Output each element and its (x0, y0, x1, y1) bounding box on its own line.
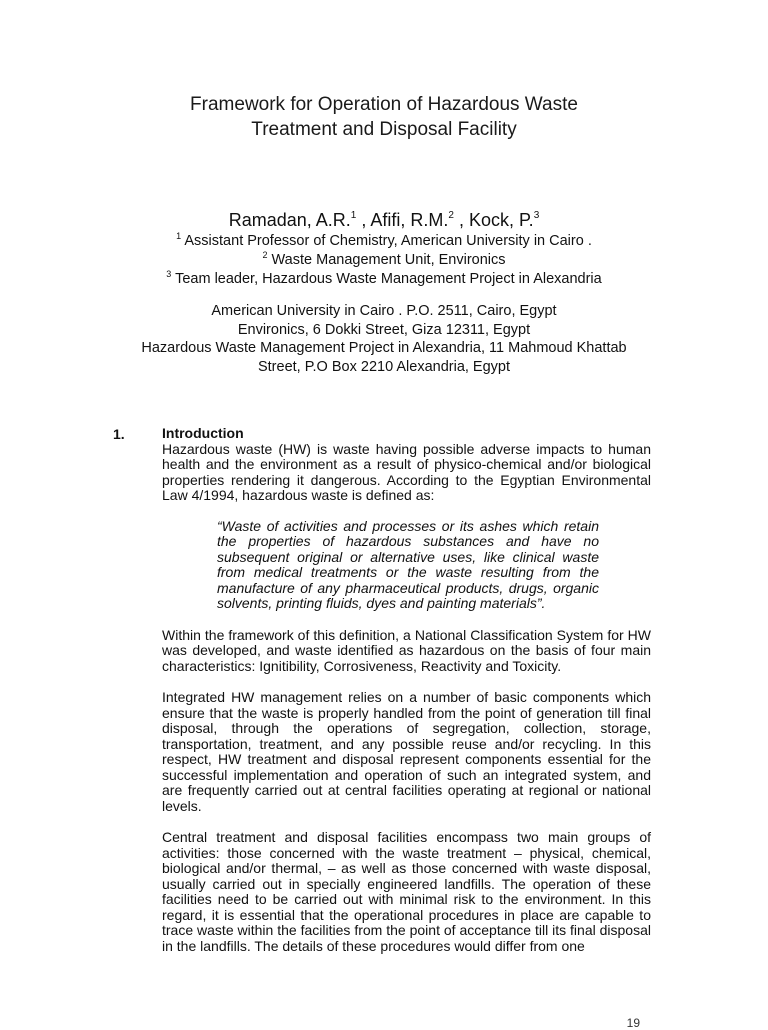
section-number: 1. (113, 426, 125, 442)
author-name: Afifi, R.M. (370, 210, 449, 230)
page-number: 19 (626, 1016, 640, 1030)
affiliation-text: Team leader, Hazardous Waste Management Project in Alexandria (175, 271, 602, 287)
affiliation-text: Waste Management Unit, Environics (271, 252, 506, 268)
paragraph: Hazardous waste (HW) is waste having possible adverse impacts to human health and the environment as a result of physico-chemical and/or biological properties rendering it dangerous. According to the Egyptian Environmental Law 4/1994, hazardous waste is defined as: (162, 440, 651, 503)
affiliation-line (0, 270, 768, 289)
address-block (0, 302, 768, 376)
paragraph: Within the framework of this definition, a National Classification System for HW was developed, and waste identified as hazardous on the basis of four main characteristics: Ignitibility, Corrosiveness, Reactivity and Toxicity. (162, 626, 651, 674)
author-name: Ramadan, A.R. (228, 210, 351, 230)
address-line: Hazardous Waste Management Project in Alexandria, 11 Mahmoud Khattab (141, 340, 627, 356)
title-line-2: Treatment and Disposal Facility (251, 119, 517, 140)
affiliation-mark: 2 (262, 250, 268, 260)
author-name: Kock, P. (468, 210, 534, 230)
address-line: Environics, 6 Dokki Street, Giza 12311, Egypt (237, 321, 531, 338)
section-body (162, 426, 651, 954)
title-line-1: Framework for Operation of Hazardous Waste (190, 94, 578, 115)
author-affiliation-mark: 1 (350, 210, 357, 221)
author-affiliation-mark: 3 (533, 210, 540, 221)
paragraph: Integrated HW management relies on a number of basic components which ensure that the waste is properly handled from the point of generation till final disposal, through the operations of segregation, collection, storage, transportation, treatment, and any possible reuse and/or recycling. In this respect, HW treatment and disposal represent components essential for the successful implementation and operation of such an integrated system, and are frequently carried out at central facilities operating at regional or national levels. (162, 689, 651, 814)
section-title: Introduction (162, 425, 244, 441)
affiliation-text: Assistant Professor of Chemistry, American University in Cairo . (184, 233, 592, 249)
block-quote: “Waste of activities and processes or its ashes which retain the properties of hazardous substances and have no subsequent original or alternative uses, like clinical waste from medical treatments or the waste resulting from the manufacture of any pharmaceutical products, drugs, organic solvents, printing fluids, dyes and painting materials”. (217, 517, 599, 611)
paper-title (0, 92, 768, 142)
affiliation-line (0, 251, 768, 270)
affiliation-line (0, 232, 768, 251)
paragraph: Central treatment and disposal facilities encompass two main groups of activities: those concerned with the waste treatment – physical, chemical, biological and/or thermal, – as well as those concerned with waste disposal, usually carried out in specially engineered landfills. The operation of these facilities need to be carried out with minimal risk to the environment. In this regard, it is essential that the operational procedures in place are capable to trace waste within the facilities from the point of acceptance till its final disposal in the landfills. The details of these procedures would differ from one (162, 829, 651, 954)
author-list: Ramadan, A.R.$^1$ , Afifi, R.M.$^2$ , Kock, P.$^3$ (228, 210, 540, 230)
affiliation-mark: 1 (176, 231, 182, 241)
affiliation-list (0, 232, 768, 289)
address-line: Street, P.O Box 2210 Alexandria, Egypt (257, 358, 511, 375)
affiliation-mark: 3 (166, 269, 172, 279)
address-line: American University in Cairo . P.O. 2511, Cairo, Egypt (211, 303, 557, 319)
author-affiliation-mark: 2 (448, 210, 454, 221)
